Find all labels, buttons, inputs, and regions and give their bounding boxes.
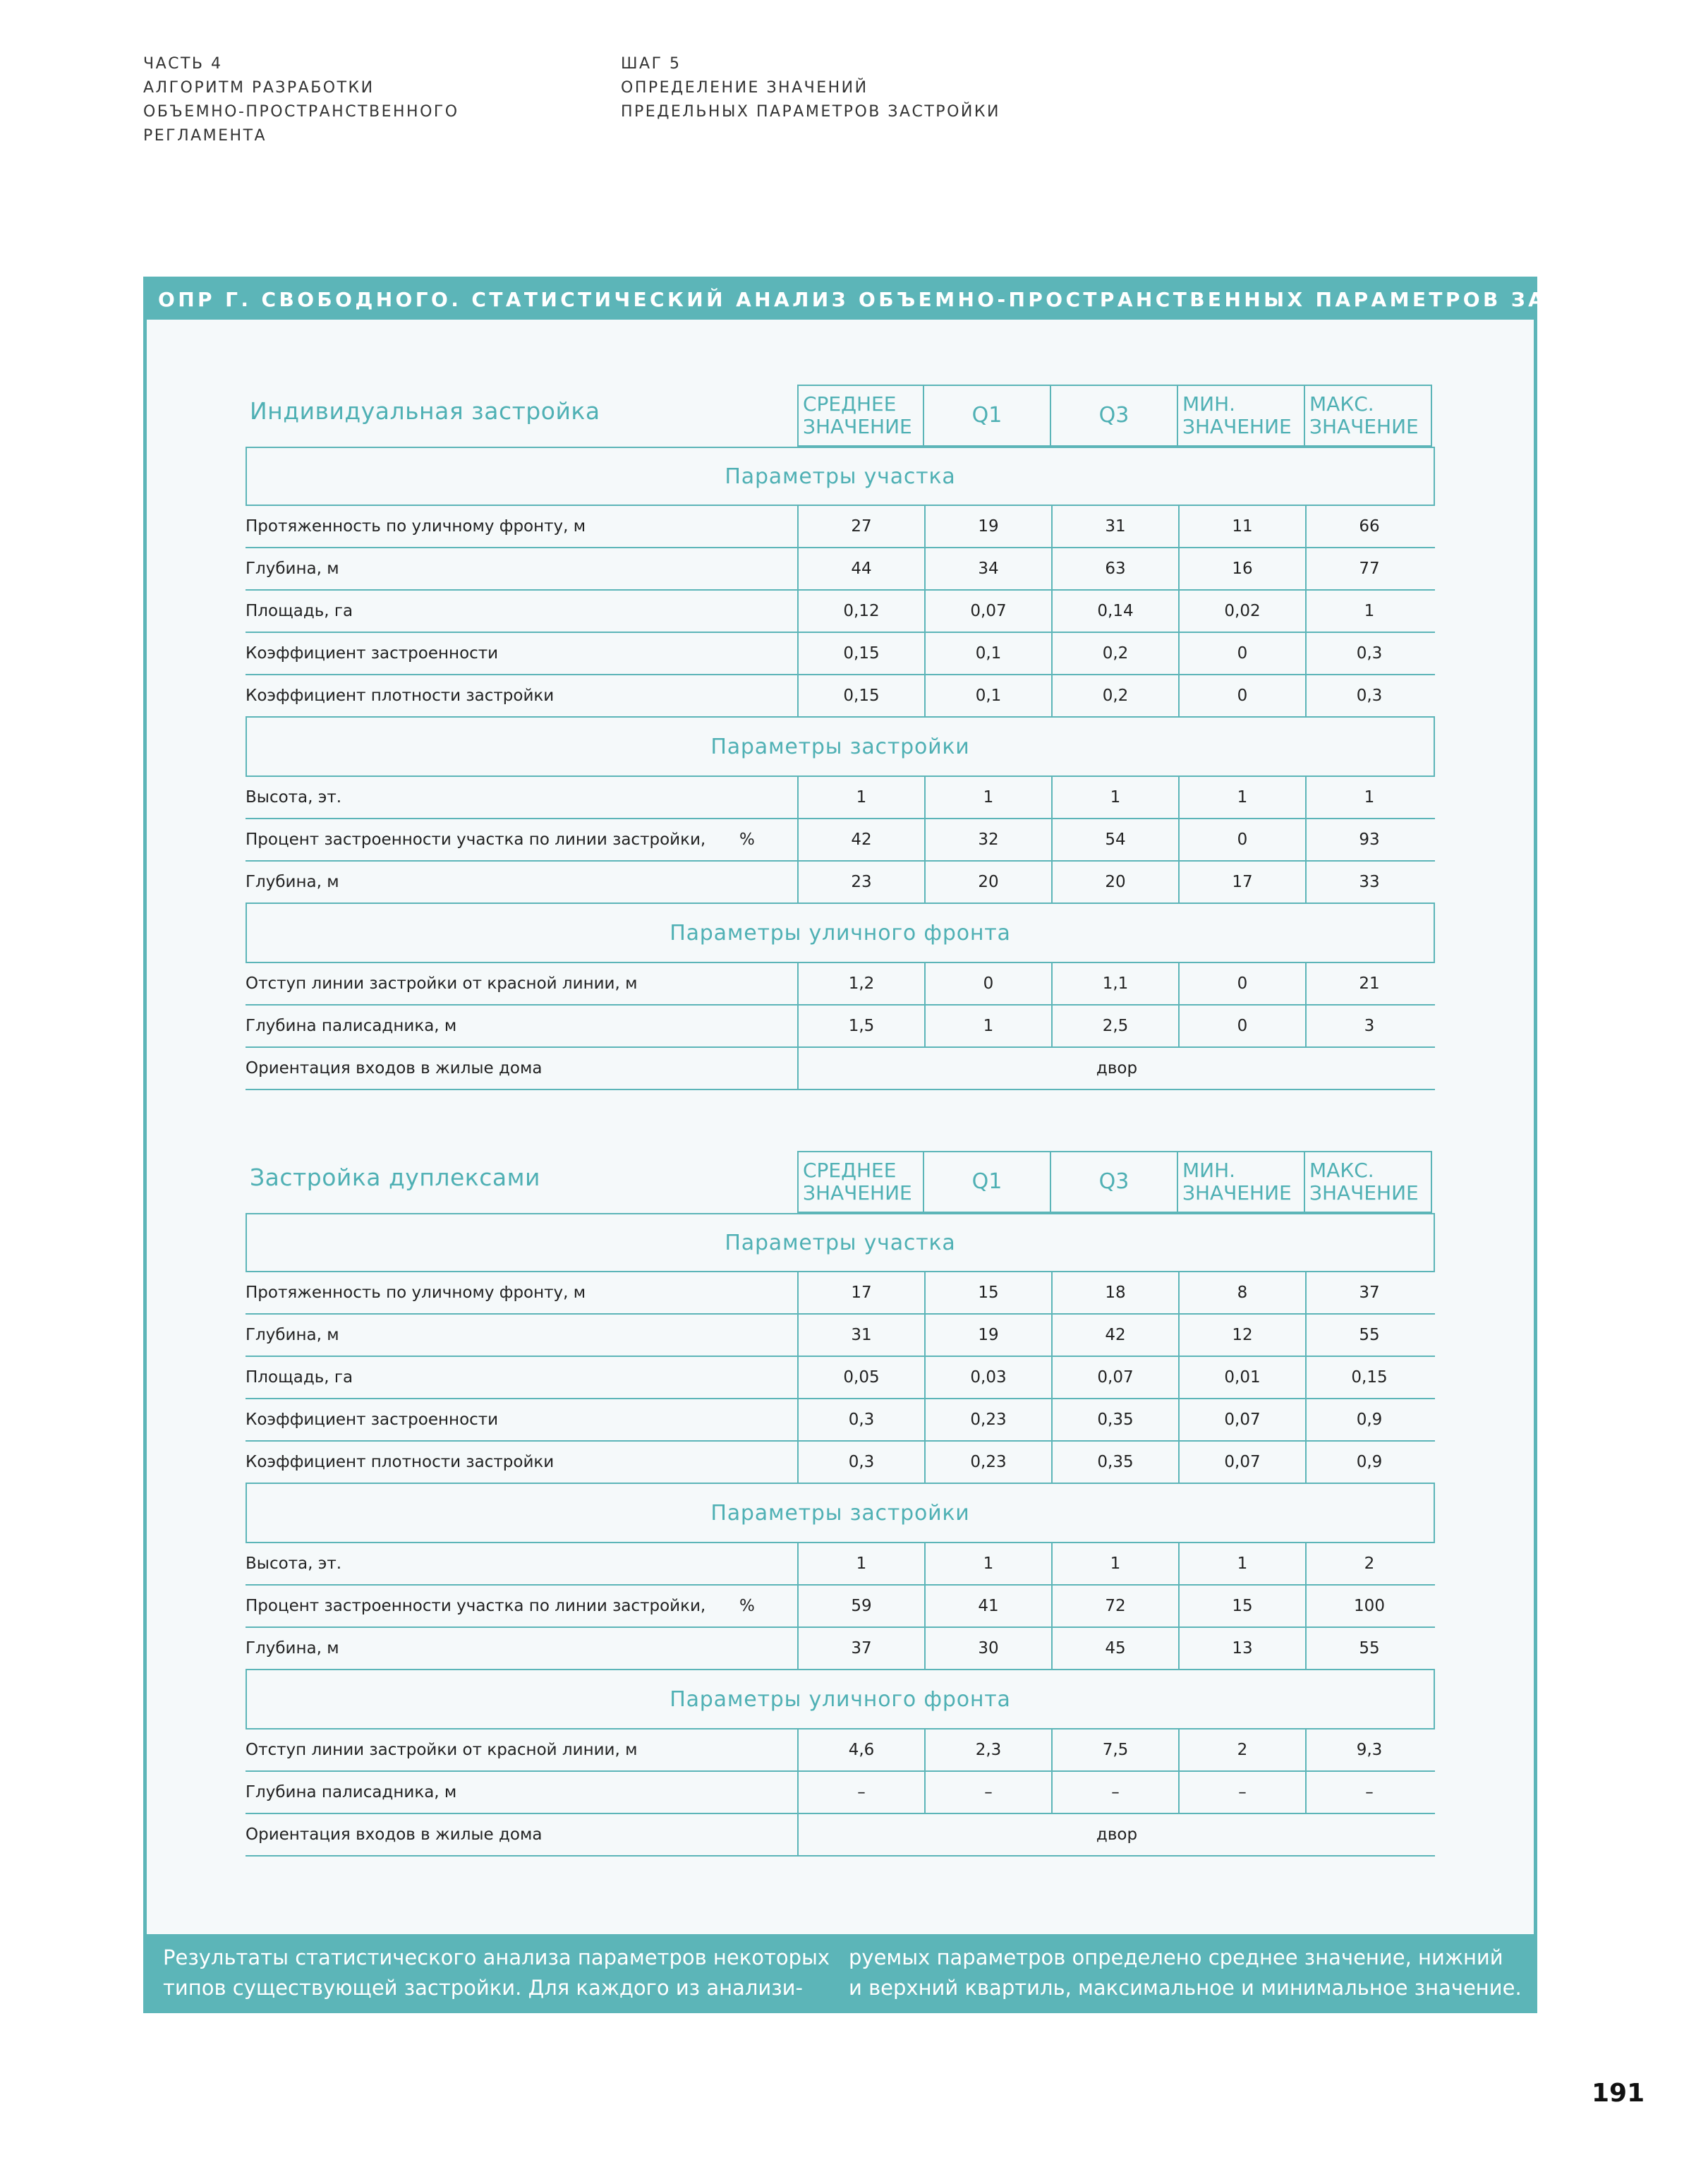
row-label: Коэффициент застроенности xyxy=(246,1411,499,1429)
row-value: 0,35 xyxy=(1051,1442,1178,1483)
row-value: 0,01 xyxy=(1178,1357,1305,1398)
section-header: Параметры застройки xyxy=(246,1484,1435,1543)
row-value: 20 xyxy=(924,862,1051,903)
row-value: 55 xyxy=(1305,1315,1432,1356)
row-value: 100 xyxy=(1305,1586,1432,1626)
table-row xyxy=(246,591,1435,633)
section-header: Параметры участка xyxy=(246,447,1435,506)
column-header-min xyxy=(1178,1151,1305,1213)
row-label: Отступ линии застройки от красной линии, м xyxy=(246,1741,638,1759)
table-individual xyxy=(246,385,1435,1090)
row-value: 0,3 xyxy=(1305,633,1432,674)
header-line: ПРЕДЕЛЬНЫХ ПАРАМЕТРОВ ЗАСТРОЙКИ xyxy=(621,103,1000,121)
row-label: Глубина палисадника, м xyxy=(246,1783,457,1801)
row-value: 15 xyxy=(924,1272,1051,1313)
row-value: 1 xyxy=(1178,777,1305,818)
row-value: 1 xyxy=(924,777,1051,818)
row-value: 2 xyxy=(1305,1543,1432,1584)
row-value: 1,2 xyxy=(797,963,924,1004)
column-header-text xyxy=(803,1159,912,1205)
column-header-text xyxy=(1182,393,1292,438)
row-value: 66 xyxy=(1305,506,1432,547)
row-value: 0,2 xyxy=(1051,675,1178,716)
table-row xyxy=(246,1272,1435,1315)
running-header-right xyxy=(621,52,1000,124)
row-value: 32 xyxy=(924,819,1051,860)
column-header-line: ЗНАЧЕНИЕ xyxy=(1182,1181,1292,1205)
row-value: 19 xyxy=(924,1315,1051,1356)
header-line: ЧАСТЬ 4 xyxy=(143,55,223,73)
row-value: 0,15 xyxy=(1305,1357,1432,1398)
row-label: Глубина, м xyxy=(246,560,339,578)
row-value: 42 xyxy=(1051,1315,1178,1356)
table-row xyxy=(246,1315,1435,1357)
table-row xyxy=(246,548,1435,591)
column-header-line: ЗНАЧЕНИЕ xyxy=(803,1181,912,1205)
row-unit: % xyxy=(739,1597,755,1615)
row-value: 0,14 xyxy=(1051,591,1178,632)
caption-line: типов существующей застройки. Для каждого из анализи- xyxy=(163,1976,803,2000)
row-value: 13 xyxy=(1178,1628,1305,1669)
column-header-text xyxy=(1309,1159,1419,1205)
row-value: 11 xyxy=(1178,506,1305,547)
row-value: 1 xyxy=(1051,1543,1178,1584)
column-header-max xyxy=(1305,385,1432,447)
row-value: 93 xyxy=(1305,819,1432,860)
row-value: 0,9 xyxy=(1305,1399,1432,1440)
row-value: 20 xyxy=(1051,862,1178,903)
column-header-mean xyxy=(797,385,924,447)
header-line: АЛГОРИТМ РАЗРАБОТКИ xyxy=(143,79,375,97)
row-label: Глубина, м xyxy=(246,1639,339,1658)
row-label: Протяженность по уличному фронту, м xyxy=(246,517,586,536)
table-row xyxy=(246,1730,1435,1772)
row-value: 17 xyxy=(1178,862,1305,903)
row-value: 54 xyxy=(1051,819,1178,860)
row-value: 0,07 xyxy=(1051,1357,1178,1398)
row-value: 23 xyxy=(797,862,924,903)
row-value: 1 xyxy=(797,1543,924,1584)
section-header: Параметры застройки xyxy=(246,718,1435,777)
column-header-line: МАКС. xyxy=(1309,1159,1374,1182)
table-row xyxy=(246,819,1435,862)
row-value: 4,6 xyxy=(797,1730,924,1770)
row-value: 8 xyxy=(1178,1272,1305,1313)
column-header-mean xyxy=(797,1151,924,1213)
caption-column-1 xyxy=(163,1943,830,2003)
header-line: РЕГЛАМЕНТА xyxy=(143,127,267,145)
column-header-line: ЗНАЧЕНИЕ xyxy=(1182,415,1292,438)
column-header-line: МИН. xyxy=(1182,392,1236,416)
header-line: ОПРЕДЕЛЕНИЕ ЗНАЧЕНИЙ xyxy=(621,79,868,97)
table-row xyxy=(246,1006,1435,1048)
column-header-line: ЗНАЧЕНИЕ xyxy=(803,415,912,438)
row-value: 55 xyxy=(1305,1628,1432,1669)
row-label: Глубина, м xyxy=(246,1326,339,1344)
caption-column-2 xyxy=(849,1943,1526,2003)
row-value: 0,02 xyxy=(1178,591,1305,632)
row-value: 0 xyxy=(1178,633,1305,674)
row-value: 9,3 xyxy=(1305,1730,1432,1770)
caption-line: Результаты статистического анализа параметров некоторых xyxy=(163,1945,830,1969)
row-value: 1,5 xyxy=(797,1006,924,1046)
row-value: 44 xyxy=(797,548,924,589)
table-row xyxy=(246,506,1435,548)
row-value: 0,07 xyxy=(1178,1442,1305,1483)
row-label: Ориентация входов в жилые дома xyxy=(246,1059,543,1078)
column-header-max xyxy=(1305,1151,1432,1213)
row-value: 0,3 xyxy=(797,1399,924,1440)
table-header-row xyxy=(246,385,1435,447)
table-row xyxy=(246,1814,1435,1857)
row-label: Глубина палисадника, м xyxy=(246,1017,457,1035)
row-value: 2,3 xyxy=(924,1730,1051,1770)
row-value: 41 xyxy=(924,1586,1051,1626)
row-value: 34 xyxy=(924,548,1051,589)
row-value: 0,1 xyxy=(924,675,1051,716)
column-header-text xyxy=(1182,1159,1292,1205)
row-value: – xyxy=(1305,1772,1432,1813)
table-title: Индивидуальная застройка xyxy=(250,397,600,425)
row-value: 72 xyxy=(1051,1586,1178,1626)
column-header-q1: Q1 xyxy=(924,385,1051,447)
row-value: 1,1 xyxy=(1051,963,1178,1004)
column-header-line: ЗНАЧЕНИЕ xyxy=(1309,415,1419,438)
column-header-line: ЗНАЧЕНИЕ xyxy=(1309,1181,1419,1205)
row-value: 2,5 xyxy=(1051,1006,1178,1046)
row-value: 31 xyxy=(797,1315,924,1356)
column-header-line: СРЕДНЕЕ xyxy=(803,392,897,416)
row-label: Высота, эт. xyxy=(246,1555,342,1573)
row-value: 18 xyxy=(1051,1272,1178,1313)
section-header: Параметры участка xyxy=(246,1213,1435,1272)
row-value: 0,3 xyxy=(1305,675,1432,716)
caption-line: и верхний квартиль, максимальное и минимальное значение. xyxy=(849,1976,1522,2000)
table-row xyxy=(246,1357,1435,1399)
row-merged-value: двор xyxy=(797,1814,1435,1855)
row-value: 0,05 xyxy=(797,1357,924,1398)
row-value: 16 xyxy=(1178,548,1305,589)
header-line: ОБЪЕМНО-ПРОСТРАНСТВЕННОГО xyxy=(143,103,459,121)
table-header-row xyxy=(246,1151,1435,1213)
column-header-line: МАКС. xyxy=(1309,392,1374,416)
row-value: 1 xyxy=(1305,777,1432,818)
row-value: 15 xyxy=(1178,1586,1305,1626)
caption-line: руемых параметров определено среднее значение, нижний xyxy=(849,1945,1503,1969)
row-value: – xyxy=(797,1772,924,1813)
column-header-line: СРЕДНЕЕ xyxy=(803,1159,897,1182)
row-value: 0,3 xyxy=(797,1442,924,1483)
table-row xyxy=(246,777,1435,819)
table-row xyxy=(246,862,1435,904)
row-value: 0 xyxy=(1178,963,1305,1004)
row-value: 1 xyxy=(924,1543,1051,1584)
row-label: Ориентация входов в жилые дома xyxy=(246,1825,543,1844)
row-merged-value: двор xyxy=(797,1048,1435,1089)
row-label: Коэффициент плотности застройки xyxy=(246,1453,555,1471)
table-row xyxy=(246,1586,1435,1628)
row-value: 0 xyxy=(1178,819,1305,860)
row-label: Глубина, м xyxy=(246,873,339,891)
row-value: 0,35 xyxy=(1051,1399,1178,1440)
row-value: 1 xyxy=(1305,591,1432,632)
table-row xyxy=(246,675,1435,718)
row-value: 7,5 xyxy=(1051,1730,1178,1770)
panel-title: ОПР Г. СВОБОДНОГО. СТАТИСТИЧЕСКИЙ АНАЛИЗ ОБЪЕМНО-ПРОСТРАНСТВЕННЫХ ПАРАМЕТРОВ ЗАСТРОЙКИ xyxy=(147,280,1534,320)
section-header: Параметры уличного фронта xyxy=(246,904,1435,963)
table-duplex xyxy=(246,1151,1435,1857)
row-label: Площадь, га xyxy=(246,602,353,620)
row-value: 45 xyxy=(1051,1628,1178,1669)
row-value: 1 xyxy=(1051,777,1178,818)
row-value: 0 xyxy=(924,963,1051,1004)
row-value: 37 xyxy=(1305,1272,1432,1313)
row-value: 0 xyxy=(1178,1006,1305,1046)
row-value: 3 xyxy=(1305,1006,1432,1046)
row-value: 17 xyxy=(797,1272,924,1313)
row-value: 21 xyxy=(1305,963,1432,1004)
table-row xyxy=(246,633,1435,675)
row-value: 0,2 xyxy=(1051,633,1178,674)
column-header-line: МИН. xyxy=(1182,1159,1236,1182)
row-value: 33 xyxy=(1305,862,1432,903)
row-value: 27 xyxy=(797,506,924,547)
row-value: 0 xyxy=(1178,675,1305,716)
column-header-q3: Q3 xyxy=(1051,1151,1178,1213)
running-header-left xyxy=(143,52,459,148)
row-value: 0,12 xyxy=(797,591,924,632)
row-value: 0,03 xyxy=(924,1357,1051,1398)
row-value: 19 xyxy=(924,506,1051,547)
column-header-q3: Q3 xyxy=(1051,385,1178,447)
row-value: 77 xyxy=(1305,548,1432,589)
table-row xyxy=(246,1628,1435,1670)
row-value: 2 xyxy=(1178,1730,1305,1770)
column-header-min xyxy=(1178,385,1305,447)
row-value: – xyxy=(1051,1772,1178,1813)
row-label: Протяженность по уличному фронту, м xyxy=(246,1284,586,1302)
row-value: 0,15 xyxy=(797,675,924,716)
row-value: 0,15 xyxy=(797,633,924,674)
table-row xyxy=(246,1772,1435,1814)
table-row xyxy=(246,963,1435,1006)
row-label: Процент застроенности участка по линии застройки, xyxy=(246,1597,706,1615)
row-value: 12 xyxy=(1178,1315,1305,1356)
header-line: ШАГ 5 xyxy=(621,55,682,73)
row-value: 0,23 xyxy=(924,1399,1051,1440)
table-row xyxy=(246,1399,1435,1442)
analysis-panel xyxy=(143,277,1677,2008)
row-label: Коэффициент плотности застройки xyxy=(246,687,555,705)
row-value: 0,07 xyxy=(1178,1399,1305,1440)
row-value: 30 xyxy=(924,1628,1051,1669)
row-value: 59 xyxy=(797,1586,924,1626)
row-value: 1 xyxy=(1178,1543,1305,1584)
table-row xyxy=(246,1442,1435,1484)
row-value: – xyxy=(924,1772,1051,1813)
table-title: Застройка дуплексами xyxy=(250,1164,540,1191)
row-value: 1 xyxy=(924,1006,1051,1046)
row-value: 63 xyxy=(1051,548,1178,589)
row-label: Высота, эт. xyxy=(246,788,342,807)
row-unit: % xyxy=(739,831,755,849)
row-value: 31 xyxy=(1051,506,1178,547)
row-value: 37 xyxy=(797,1628,924,1669)
row-value: 0,1 xyxy=(924,633,1051,674)
row-value: 0,23 xyxy=(924,1442,1051,1483)
caption-box xyxy=(143,1934,1537,2013)
section-header: Параметры уличного фронта xyxy=(246,1670,1435,1730)
row-label: Отступ линии застройки от красной линии, м xyxy=(246,974,638,993)
row-value: 42 xyxy=(797,819,924,860)
row-value: 0,9 xyxy=(1305,1442,1432,1483)
row-value: 0,07 xyxy=(924,591,1051,632)
row-value: 1 xyxy=(797,777,924,818)
table-row xyxy=(246,1048,1435,1090)
row-label: Коэффициент застроенности xyxy=(246,644,499,663)
row-value: – xyxy=(1178,1772,1305,1813)
page-number: 191 xyxy=(1592,2079,1645,2108)
row-label: Процент застроенности участка по линии застройки, xyxy=(246,831,706,849)
column-header-q1: Q1 xyxy=(924,1151,1051,1213)
row-label: Площадь, га xyxy=(246,1368,353,1387)
column-header-text xyxy=(803,393,912,438)
column-header-text xyxy=(1309,393,1419,438)
table-row xyxy=(246,1543,1435,1586)
